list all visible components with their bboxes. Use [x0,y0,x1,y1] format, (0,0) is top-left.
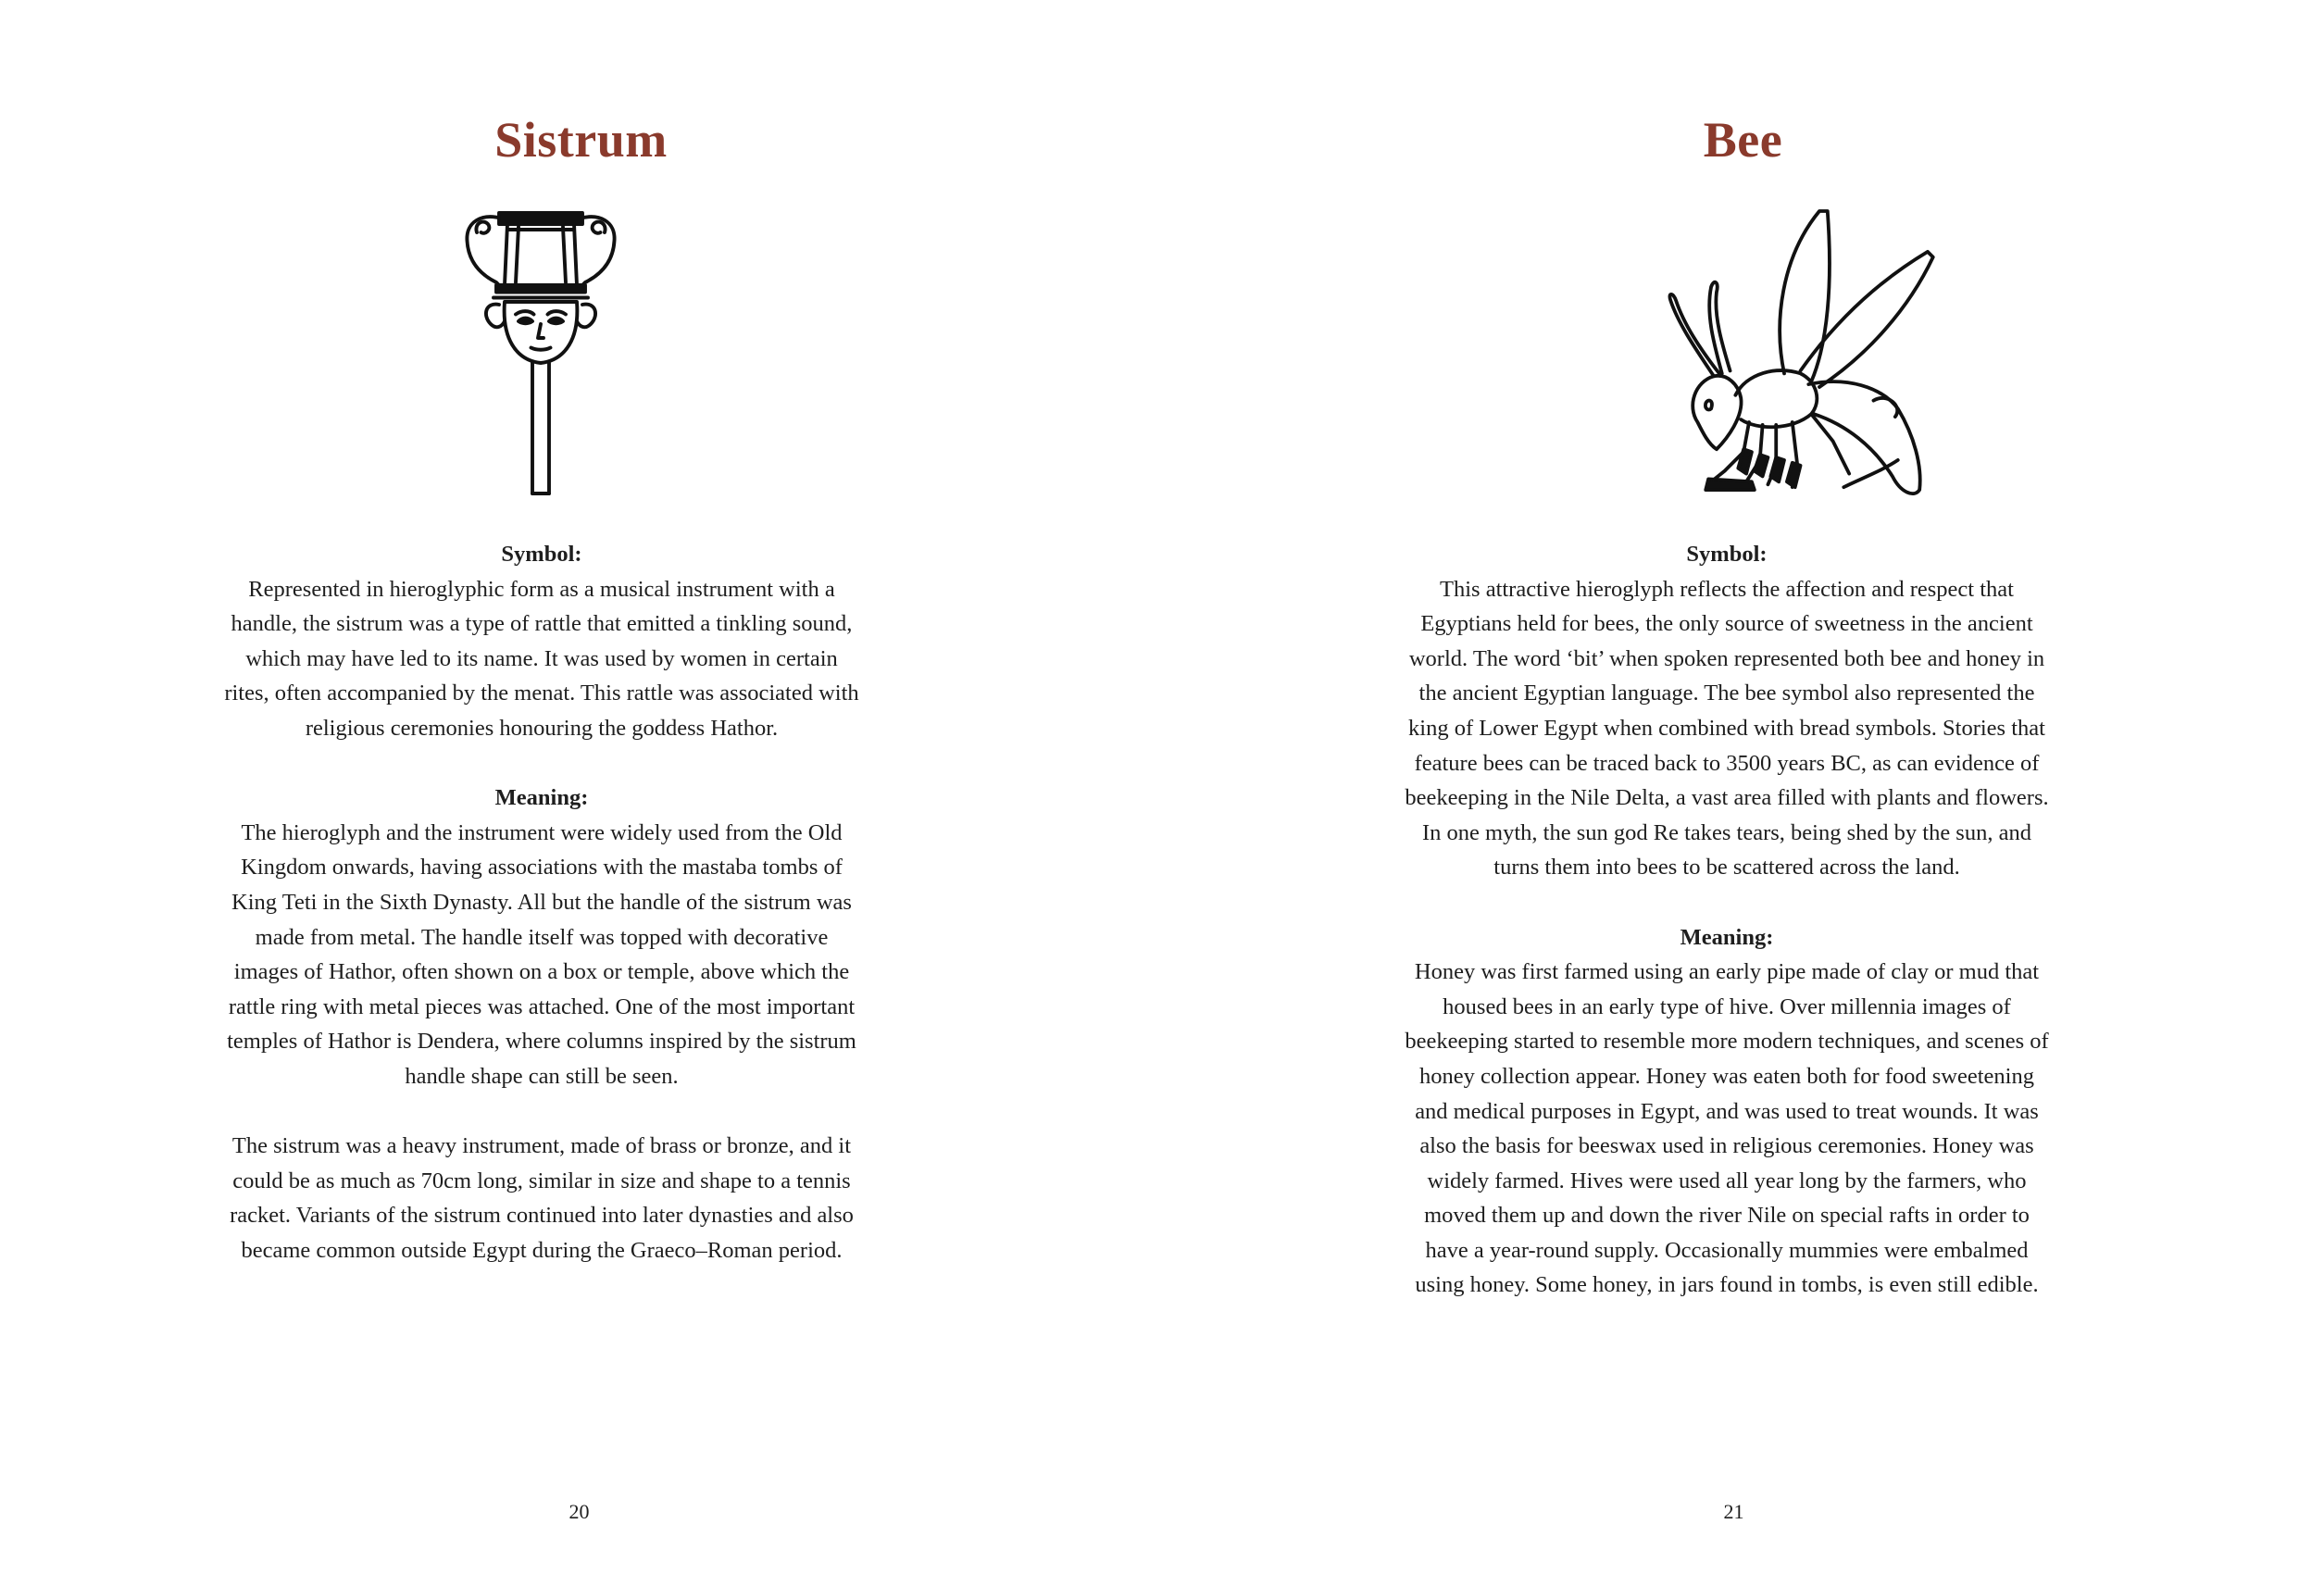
bee-icon [1643,199,1995,505]
page-number: 21 [1723,1500,1744,1523]
symbol-paragraph: This attractive hieroglyph reflects the affection and respect that Egyptians held for bees, the only source of sweetness in the ancient world. The word ‘bit’ when spoken represented both bee and honey in the ancient Egyptian language. The bee symbol also represented the king of Lower Egypt when combined with bread symbols. Stories that feature bees can be traced back to 3500 years BC, as can evidence of beekeeping in the Nile Delta, a vast area filled with plants and flowers. In one myth, the sun god Re takes tears, being shed by the sun, and turns them into bees to be scattered across the land. [1405,576,2049,881]
left-text-block [222,537,861,1268]
meaning-heading: Meaning: [494,785,589,811]
right-text-block [1403,537,2051,1303]
meaning-paragraph: Honey was first farmed using an early pipe made of clay or mud that housed bees in an early type of hive. Over millennia images of beekeeping started to resemble more modern techniques, and scenes of honey collection appear. Honey was eaten both for food sweetening and medical purposes in Egypt, and was used to treat wounds. It was also the basis for beeswax used in religious ceremonies. Honey was widely farmed. Hives were used all year long by the farmers, who moved them up and down the river Nile on special rafts in order to have a year-round supply. Occasionally mummies were embalmed using honey. Some honey, in jars found in tombs, is even still edible. [1405,959,2049,1298]
page-title: Sistrum [494,112,668,168]
symbol-paragraph: Represented in hieroglyphic form as a musical instrument with a handle, the sistrum was a type of rattle that emitted a tinkling sound, which may have led to its name. It was used by women in certain rites, often accompanied by the menat. This rattle was associated with religious ceremonies honouring the goddess Hathor. [224,576,859,741]
page-number: 20 [569,1500,590,1523]
symbol-heading: Symbol: [501,542,582,567]
symbol-heading: Symbol: [1686,542,1768,567]
right-page [1162,0,2324,1574]
page-title: Bee [1703,112,1783,168]
meaning-paragraph-2: The sistrum was a heavy instrument, made of brass or bronze, and it could be as much as 70cm long, similar in size and shape to a tennis racket. Variants of the sistrum continued into later dynasties and also became common outside Egypt during the Graeco–Roman period. [230,1133,854,1263]
meaning-paragraph: The hieroglyph and the instrument were widely used from the Old Kingdom onwards, having associations with the mastaba tombs of King Teti in the Sixth Dynasty. All but the handle of the sistrum was made from metal. The handle itself was topped with decorative images of Hathor, often shown on a box or temple, above which the rattle ring with metal pieces was attached. One of the most important temples of Hathor is Dendera, where columns inspired by the sistrum handle shape can still be seen. [227,819,856,1089]
sistrum-icon [443,199,639,505]
meaning-heading: Meaning: [1680,924,1774,950]
